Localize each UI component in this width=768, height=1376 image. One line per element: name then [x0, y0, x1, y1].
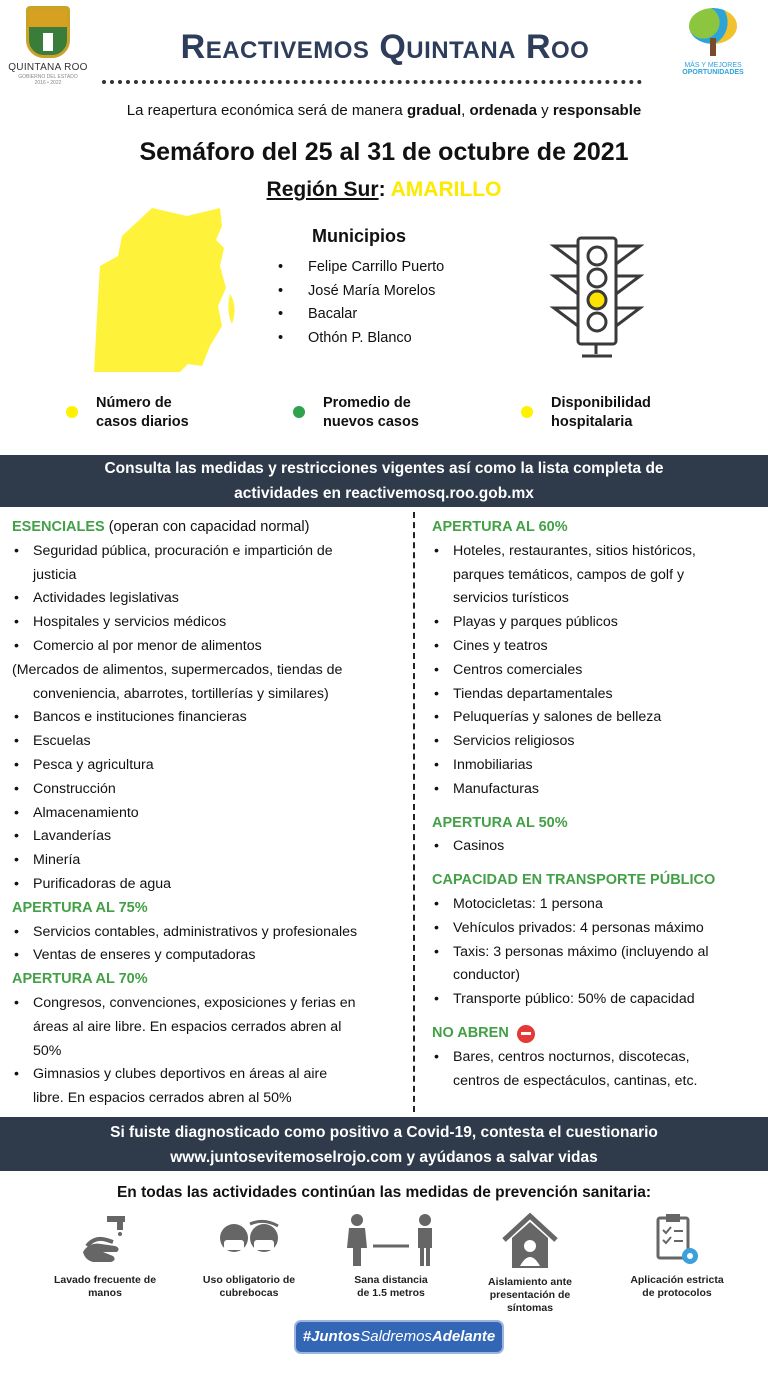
- list-item-continuation: parques temáticos, campos de golf y: [453, 566, 685, 583]
- section-apertura-50: APERTURA AL 50%: [432, 814, 568, 831]
- subtitle-prefix: La reapertura económica será de manera: [126, 102, 403, 119]
- list-item-continuation: 50%: [33, 1042, 62, 1059]
- section-transporte: CAPACIDAD EN TRANSPORTE PÚBLICO: [432, 872, 716, 889]
- tree-icon: [683, 8, 743, 58]
- list-item: • Almacenamiento: [14, 804, 139, 821]
- traffic-light-yellow: [588, 291, 606, 309]
- list-item: • Peluquerías y salones de belleza: [434, 709, 662, 726]
- list-item-continuation: áreas al aire libre. En espacios cerrados abren al: [33, 1018, 342, 1035]
- list-item: • Hoteles, restaurantes, sitios históricos,: [434, 542, 696, 559]
- list-item: • Congresos, convenciones, exposiciones y ferias en: [14, 994, 356, 1011]
- list-note: (Mercados de alimentos, supermercados, tiendas de: [12, 661, 343, 678]
- list-item: • Othón P. Blanco: [278, 329, 412, 346]
- list-item: • Taxis: 3 personas máximo (incluyendo al: [434, 943, 709, 960]
- section-no-abren: NO ABREN: [432, 1022, 762, 1046]
- subtitle-ordenada: ordenada: [469, 102, 537, 119]
- list-item: • Lavanderías: [14, 828, 112, 845]
- face-mask-icon: [216, 1212, 282, 1268]
- list-item: • Playas y parques públicos: [434, 614, 618, 631]
- logo-state-name: QUINTANA ROO: [8, 62, 88, 73]
- list-item: • Bacalar: [278, 306, 358, 322]
- info-banner: Consulta las medidas y restricciones vigentes así como la lista completa de actividades en reactivemosq.roo.gob.mx: [0, 455, 768, 507]
- section-apertura-75: APERTURA AL 75%: [12, 899, 148, 916]
- page-title: Reactivemos Quintana Roo: [180, 28, 590, 66]
- list-item: • Casinos: [434, 838, 505, 855]
- prevention-item-distancia: Sana distancia de 1.5 metros: [330, 1212, 452, 1300]
- list-item: • Transporte público: 50% de capacidad: [434, 991, 695, 1008]
- list-item: • Bancos e instituciones financieras: [14, 709, 247, 726]
- region-label: Región Sur: [266, 178, 379, 201]
- list-item-continuation: centros de espectáculos, cantinas, etc.: [453, 1072, 698, 1089]
- list-item: • Felipe Carrillo Puerto: [278, 259, 445, 275]
- list-item: • Tiendas departamentales: [434, 685, 613, 702]
- list-item: • Manufacturas: [434, 780, 539, 797]
- section-apertura-60: APERTURA AL 60%: [432, 519, 568, 535]
- list-item-continuation: justicia: [33, 566, 77, 583]
- subtitle-comma: ,: [461, 102, 466, 119]
- list-item: • Comercio al por menor de alimentos: [14, 637, 262, 654]
- subtitle-responsable: responsable: [552, 102, 642, 119]
- indicators: Número de casos diarios Promedio de nuevos casos Disponibilidad hospitalaria: [0, 394, 768, 438]
- prevention-title: En todas las actividades continúan las medidas de prevención sanitaria:: [116, 1184, 652, 1201]
- dotted-divider: [102, 80, 642, 84]
- list-item: • Servicios religiosos: [434, 733, 575, 750]
- list-item: • Escuelas: [14, 733, 91, 750]
- list-item: • Pesca y agricultura: [14, 756, 154, 773]
- logo-slogan-line1: MÁS Y MEJORES: [684, 62, 742, 69]
- status-dot-yellow: [521, 406, 533, 418]
- social-distance-icon: [343, 1212, 439, 1268]
- state-shield-icon: [26, 6, 70, 58]
- hashtag-badge: #JuntosSaldremosAdelante: [296, 1322, 502, 1352]
- list-item: • José María Morelos: [278, 282, 436, 299]
- list-item: • Ventas de enseres y computadoras: [14, 947, 256, 964]
- region-map-icon: [92, 206, 242, 372]
- list-item: • Construcción: [14, 780, 116, 797]
- list-item-continuation: conductor): [453, 967, 521, 984]
- covid-banner: Si fuiste diagnosticado como positivo a Covid-19, contesta el cuestionario www.juntosevitemoselrojo.com y ayúdanos a salvar vidas: [0, 1117, 768, 1171]
- region-heading: [0, 178, 768, 202]
- right-column: [432, 516, 762, 1093]
- status-dot-yellow: [66, 406, 78, 418]
- list-item: • Motocicletas: 1 persona: [434, 895, 603, 912]
- logo-state-sub: GOBIERNO DEL ESTADO: [18, 74, 78, 80]
- header: [0, 0, 768, 100]
- list-item: • Gimnasios y clubes deportivos en áreas al aire: [14, 1066, 328, 1083]
- prevention-item-protocolos: Aplicación estricta de protocolos: [610, 1212, 744, 1300]
- list-item: • Bares, centros nocturnos, discotecas,: [434, 1048, 690, 1065]
- list-item: • Hospitales y servicios médicos: [14, 614, 227, 631]
- logo-slogan-line2: OPORTUNIDADES: [682, 69, 744, 76]
- semaforo-title: Semáforo del 25 al 31 de octubre de 2021: [139, 138, 629, 166]
- region-colon: :: [378, 178, 386, 201]
- list-item: • Centros comerciales: [434, 661, 583, 678]
- municipios-title: Municipios: [312, 226, 406, 246]
- list-item: • Minería: [14, 852, 81, 869]
- subtitle: [0, 102, 768, 119]
- prevention-item-cubrebocas: Uso obligatorio de cubrebocas: [184, 1212, 314, 1300]
- hand-washing-icon: [77, 1212, 133, 1268]
- traffic-light-icon: [548, 236, 644, 358]
- prevention-item-lavado: Lavado frecuente de manos: [38, 1212, 172, 1300]
- status-dot-green: [293, 406, 305, 418]
- protocol-checklist-icon: [652, 1212, 702, 1268]
- list-item: • Seguridad pública, procuración e impartición de: [14, 542, 333, 559]
- home-isolation-icon: [500, 1212, 560, 1270]
- region-color: AMARILLO: [390, 178, 502, 201]
- quintana-roo-logo: [6, 6, 90, 96]
- prevention-item-aislamiento: Aislamiento ante presentación de síntomas: [470, 1212, 590, 1315]
- subtitle-y: y: [541, 102, 549, 119]
- list-item: • Cines y teatros: [434, 637, 548, 654]
- municipios-list: [274, 226, 534, 353]
- column-divider: [413, 512, 415, 1112]
- no-entry-icon: [517, 1025, 535, 1043]
- list-item: • Actividades legislativas: [14, 590, 179, 607]
- logo-state-years: 2016 • 2022: [34, 80, 62, 86]
- list-item-continuation: servicios turísticos: [453, 590, 569, 607]
- section-esenciales: ESENCIALES (operan con capacidad normal): [12, 519, 310, 535]
- list-item: • Inmobiliarias: [434, 756, 533, 773]
- mas-mejores-logo: [670, 8, 756, 92]
- list-item-continuation: libre. En espacios cerrados abren al 50%: [33, 1090, 292, 1107]
- list-item: • Vehículos privados: 4 personas máximo: [434, 919, 704, 936]
- list-item: • Purificadoras de agua: [14, 875, 172, 892]
- list-item: • Servicios contables, administrativos y profesionales: [14, 923, 358, 940]
- left-column: [12, 516, 407, 1111]
- subtitle-gradual: gradual: [406, 102, 462, 119]
- section-apertura-70: APERTURA AL 70%: [12, 971, 148, 988]
- list-note-continuation: conveniencia, abarrotes, tortillerías y similares): [33, 685, 329, 702]
